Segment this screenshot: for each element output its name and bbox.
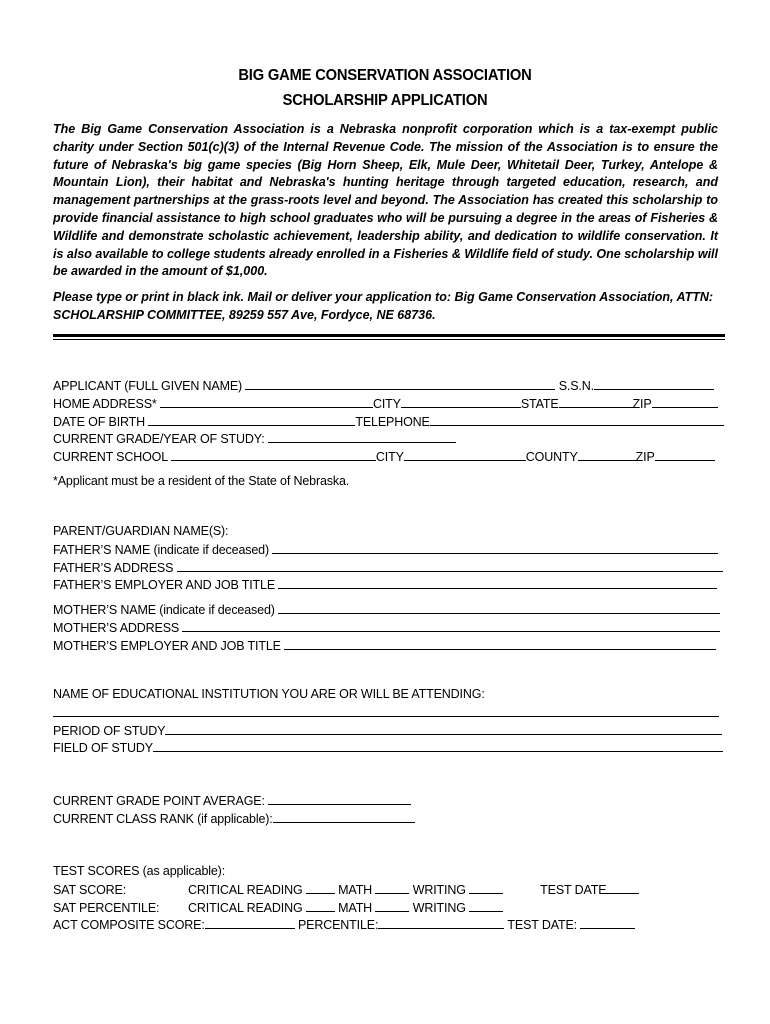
sat-test-date-label: TEST DATE xyxy=(540,882,607,897)
act-row xyxy=(53,916,743,934)
school-label: CURRENT SCHOOL xyxy=(53,450,171,465)
act-percentile-label: PERCENTILE: xyxy=(294,918,379,933)
zip-label: ZIP xyxy=(632,396,652,411)
mother-address-label: MOTHER’S ADDRESS xyxy=(53,620,183,635)
act-label: ACT COMPOSITE SCORE: xyxy=(53,918,205,933)
school-zip-label: ZIP xyxy=(635,450,655,465)
sat-math-field[interactable] xyxy=(375,881,409,894)
school-field[interactable] xyxy=(171,448,376,461)
school-row xyxy=(53,448,743,466)
home-address-label: HOME ADDRESS* xyxy=(53,396,160,411)
grade-label: CURRENT GRADE/YEAR OF STUDY: xyxy=(53,432,268,447)
mother-employer-field[interactable] xyxy=(284,637,716,650)
field-label: FIELD OF STUDY xyxy=(53,741,153,756)
act-score-field[interactable] xyxy=(205,916,295,929)
period-row xyxy=(53,722,743,740)
page-subtitle: SCHOLARSHIP APPLICATION xyxy=(282,92,488,109)
father-address-row xyxy=(53,559,743,577)
dob-field[interactable] xyxy=(148,413,355,426)
father-name-field[interactable] xyxy=(272,541,718,554)
mother-employer-row xyxy=(53,637,743,655)
divider-thin xyxy=(53,339,725,340)
mother-name-row xyxy=(53,601,743,619)
intro-paragraph: The Big Game Conservation Association is a Nebraska nonprofit corporation which is a tax-exempt public charity under Section 501(c)(3) of the Internal Revenue Code. The mission of the Association is to ensure the future of Nebraska's big game species (Big Horn Sheep, Elk, Mule Deer, Whitetail Deer, Turkey, Antelope & Mountain Lion), their habitat and Nebraska's hunting heritage through targeted education, research, and management partnerships at the grass-roots level and beyond. The Association has created this scholarship to provide financial assistance to high school graduates who will be pursuing a degree in the areas of Fisheries & Wildlife and demonstrate scholastic achievement, leadership ability, and dedication to wildlife conservation. It is also available to college students already enrolled in a Fisheries & Wildlife field of study. One scholarship will be awarded in the amount of $1,000. xyxy=(53,122,718,279)
tests-section xyxy=(53,863,743,934)
father-employer-label: FATHER’S EMPLOYER AND JOB TITLE xyxy=(53,578,279,593)
pct-critical-reading-label: CRITICAL READING xyxy=(188,900,306,915)
institution-row xyxy=(53,704,743,722)
city-field[interactable] xyxy=(401,395,521,408)
home-address-row xyxy=(53,395,743,413)
parents-heading: PARENT/GUARDIAN NAME(S): xyxy=(53,524,229,538)
pct-critical-reading-field[interactable] xyxy=(306,899,335,912)
mother-name-label: MOTHER’S NAME (indicate if deceased) xyxy=(53,603,279,617)
applicant-name-label: APPLICANT (FULL GIVEN NAME) xyxy=(53,379,246,393)
page-title: BIG GAME CONSERVATION ASSOCIATION xyxy=(238,67,532,84)
rank-label: CURRENT CLASS RANK (if applicable): xyxy=(53,811,273,826)
ssn-label: S.S.N. xyxy=(555,379,594,393)
parents-section xyxy=(53,523,743,594)
sat-writing-label: WRITING xyxy=(409,882,470,897)
act-test-date-label: TEST DATE: xyxy=(504,918,581,933)
act-percentile-field[interactable] xyxy=(378,916,504,929)
telephone-field[interactable] xyxy=(430,413,724,426)
applicant-name-row xyxy=(53,377,743,395)
field-of-study-field[interactable] xyxy=(153,739,723,752)
county-field[interactable] xyxy=(578,448,636,461)
mother-section xyxy=(53,601,743,654)
city-label: CITY xyxy=(372,396,401,411)
rank-row xyxy=(53,810,743,828)
pct-writing-field[interactable] xyxy=(469,899,503,912)
sat-score-row xyxy=(53,881,743,899)
act-test-date-field[interactable] xyxy=(580,916,635,929)
sat-critical-reading-field[interactable] xyxy=(306,881,335,894)
period-field[interactable] xyxy=(165,722,722,735)
state-field[interactable] xyxy=(559,395,633,408)
sat-percentile-label: SAT PERCENTILE: xyxy=(53,900,160,915)
telephone-label: TELEPHONE xyxy=(355,414,430,429)
mother-address-field[interactable] xyxy=(182,619,720,632)
sat-writing-field[interactable] xyxy=(469,881,503,894)
education-section xyxy=(53,686,743,757)
mailing-instructions: Please type or print in black ink. Mail or deliver your application to: Big Game Conservation Association, ATTN: SCHOLARSHIP COMMITTEE, 89259 557 Ave, Fordyce, NE 68736. xyxy=(53,290,714,322)
academics-section xyxy=(53,792,743,828)
father-address-field[interactable] xyxy=(177,559,723,572)
grade-row xyxy=(53,430,743,448)
divider-thick xyxy=(53,334,725,337)
father-name-row xyxy=(53,541,743,559)
sat-percentile-row xyxy=(53,899,743,917)
mother-address-row xyxy=(53,619,743,637)
period-label: PERIOD OF STUDY xyxy=(53,723,166,738)
rank-field[interactable] xyxy=(273,810,415,823)
pct-writing-label: WRITING xyxy=(409,900,470,915)
mother-employer-label: MOTHER’S EMPLOYER AND JOB TITLE xyxy=(53,638,285,653)
school-city-label: CITY xyxy=(375,450,404,465)
grade-field[interactable] xyxy=(268,430,456,443)
school-city-field[interactable] xyxy=(404,448,526,461)
dob-label: DATE OF BIRTH xyxy=(53,414,149,429)
ssn-field[interactable] xyxy=(594,377,714,390)
father-employer-row xyxy=(53,576,743,594)
gpa-row xyxy=(53,792,743,810)
father-name-label: FATHER’S NAME (indicate if deceased) xyxy=(53,542,273,557)
institution-label: NAME OF EDUCATIONAL INSTITUTION YOU ARE OR WILL BE ATTENDING: xyxy=(53,687,485,701)
institution-field[interactable] xyxy=(53,704,719,717)
county-label: COUNTY xyxy=(525,450,578,465)
applicant-name-field[interactable] xyxy=(245,377,555,390)
dob-row xyxy=(53,413,743,431)
school-zip-field[interactable] xyxy=(655,448,715,461)
sat-test-date-field[interactable] xyxy=(606,881,639,894)
pct-math-label: MATH xyxy=(334,900,376,915)
father-employer-field[interactable] xyxy=(278,576,717,589)
gpa-label: CURRENT GRADE POINT AVERAGE: xyxy=(53,794,269,808)
state-label: STATE xyxy=(520,396,559,411)
home-address-field[interactable] xyxy=(160,395,373,408)
sat-math-label: MATH xyxy=(334,882,376,897)
pct-math-field[interactable] xyxy=(375,899,409,912)
field-row xyxy=(53,739,743,757)
tests-heading: TEST SCORES (as applicable): xyxy=(53,864,226,878)
zip-field[interactable] xyxy=(652,395,718,408)
mother-name-field[interactable] xyxy=(278,601,720,614)
gpa-field[interactable] xyxy=(268,792,411,805)
sat-score-label: SAT SCORE: xyxy=(53,882,127,897)
residency-note: *Applicant must be a resident of the State of Nebraska. xyxy=(53,474,350,488)
father-address-label: FATHER’S ADDRESS xyxy=(53,560,177,575)
sat-critical-reading-label: CRITICAL READING xyxy=(188,882,306,897)
applicant-section xyxy=(53,377,743,466)
